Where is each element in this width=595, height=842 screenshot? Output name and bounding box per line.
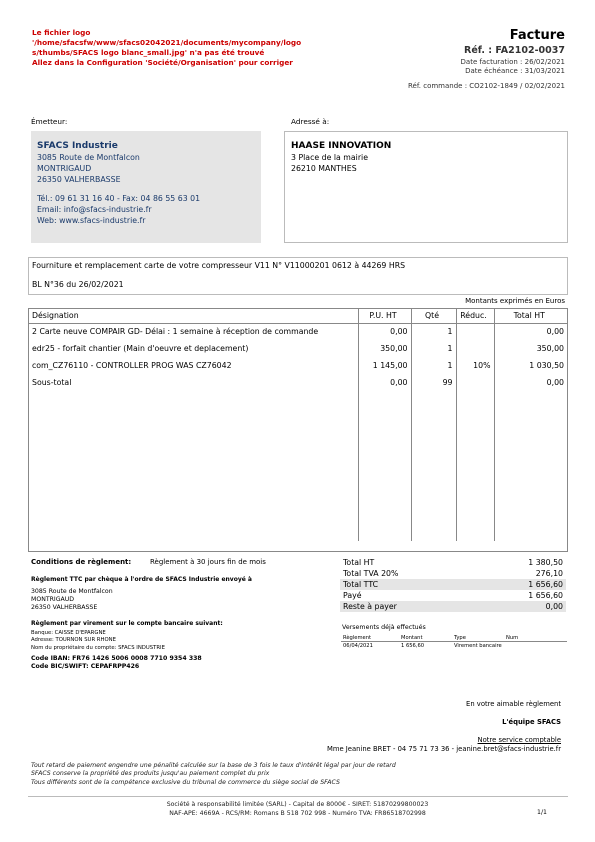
total-row (340, 579, 566, 590)
error-line: Le fichier logo '/home/sfacsfw/www/sfacs02042021/documents/mycompany/logo (32, 28, 302, 47)
emitter-address: 26350 VALHERBASSE (37, 175, 121, 184)
total-row (340, 568, 566, 579)
emitter-box (31, 131, 261, 243)
cell-designation: com_CZ76110 - CONTROLLER PROG WAS CZ76042 (32, 361, 232, 370)
payments-table (341, 635, 567, 651)
cell-total: 0,00 (494, 374, 567, 391)
payments-header-row (341, 635, 567, 642)
emitter-web: Web: www.sfacs-industrie.fr (37, 216, 146, 225)
cell-total: 1 030,50 (494, 357, 567, 374)
conditions-value: Règlement à 30 jours fin de mois (150, 558, 266, 566)
bank-codes (31, 655, 202, 671)
payments-label: Versements déjà effectués (342, 624, 426, 631)
footer-line: Société à responsabilité limitée (SARL) - Capital de 8000€ - SIRET: 51870299800023 (166, 801, 429, 808)
date-facturation: Date facturation : 26/02/2021 (460, 58, 565, 66)
col-pu: P.U. HT (358, 309, 411, 323)
description-box (28, 257, 568, 295)
cell-total: 350,00 (494, 340, 567, 357)
table-header-row (29, 309, 567, 323)
col-reduc: Réduc. (456, 309, 494, 323)
payment-num (506, 642, 566, 651)
invoice-title: Facture (509, 28, 565, 43)
invoice-ref: Réf. : FA2102-0037 (464, 45, 565, 56)
closing-contact: Mme Jeanine BRET - 04 75 71 73 36 - jeanine.bret@sfacs-industrie.fr (326, 745, 561, 753)
address-line: 3085 Route de Montfalcon (31, 588, 113, 595)
logo-error-message (32, 28, 362, 68)
total-row (340, 590, 566, 601)
closing-team: L'équipe SFACS (502, 718, 561, 726)
footer-divider (28, 796, 568, 797)
total-row (340, 557, 566, 568)
emitter-address: MONTRIGAUD (37, 164, 92, 173)
total-label: Total TVA 20% (343, 569, 399, 578)
emitter-phone: Tél.: 09 61 31 16 40 - Fax: 04 86 55 63 01 (37, 194, 201, 203)
table-row (29, 357, 567, 374)
payment-date: 06/04/2021 (343, 643, 373, 649)
currency-note: Montants exprimés en Euros (465, 297, 565, 305)
description-line: Fourniture et remplacement carte de votre compresseur V11 N° V11000201 0612 à 44269 HRS (32, 261, 406, 270)
bank-transfer-label: Règlement par virement sur le compte bancaire suivant: (31, 620, 223, 627)
payment-amount: 1 656,60 (401, 643, 425, 649)
legal-notice (31, 762, 396, 787)
page-footer (0, 800, 595, 818)
cell-pu: 0,00 (358, 323, 411, 340)
bank-owner: Nom du propriétaire du compte: SFACS INDUSTRIE (31, 644, 165, 651)
address-line: 26350 VALHERBASSE (31, 604, 98, 611)
cell-designation: 2 Carte neuve COMPAIR GD- Délai : 1 semaine à réception de commande (32, 327, 319, 337)
cell-pu: 0,00 (358, 374, 411, 391)
description-line: BL N°36 du 26/02/2021 (32, 280, 124, 289)
payments-col-reglement: Règlement (343, 635, 372, 641)
error-line: Allez dans la Configuration 'Société/Organisation' pour corriger (32, 58, 293, 67)
conditions-label: Conditions de règlement: (31, 558, 132, 566)
error-line: s/thumbs/SFACS logo blanc_small.jpg' n'a pas été trouvé (32, 48, 265, 57)
table-filler-row (29, 391, 567, 541)
iban: Code IBAN: FR76 1426 5006 0008 7710 9354 338 (31, 655, 202, 662)
recipient-box (284, 131, 568, 243)
cell-pu: 350,00 (358, 340, 411, 357)
col-designation: Désignation (29, 309, 358, 323)
total-value: 0,00 (545, 602, 563, 611)
recipient-label: Adressé à: (291, 117, 330, 126)
legal-line: Tout retard de paiement engendre une pénalité calculée sur la base de 3 fois le taux d'intérêt légal par jour de retard (31, 762, 396, 769)
cell-reduc (456, 323, 494, 340)
cell-total: 0,00 (494, 323, 567, 340)
cell-reduc (456, 340, 494, 357)
cell-qte: 1 (411, 323, 456, 340)
ttc-payment-address (31, 588, 113, 612)
cell-designation: Sous-total (32, 378, 72, 387)
cell-qte: 99 (411, 374, 456, 391)
total-label: Payé (343, 591, 362, 600)
bank-name: Banque: CAISSE D'EPARGNE (31, 630, 106, 636)
date-echeance: Date échéance : 31/03/2021 (465, 67, 565, 75)
ref-commande: Réf. commande : CO2102-1849 / 02/02/2021 (407, 82, 565, 90)
emitter-label: Émetteur: (31, 117, 68, 126)
footer-line: NAF-APE: 4669A - RCS/RM: Romans B 518 702 998 - Numéro TVA: FR86518702998 (169, 810, 426, 817)
page-number: 1/1 (537, 809, 547, 816)
address-line: MONTRIGAUD (31, 596, 75, 603)
cell-pu: 1 145,00 (358, 357, 411, 374)
cell-qte: 1 (411, 357, 456, 374)
payments-col-type: Type (454, 635, 466, 641)
total-label: Total HT (343, 558, 375, 567)
bank-address: Adresse: TOURNON SUR RHONE (31, 637, 116, 644)
legal-line: Tous différents sont de la compétence exclusive du tribunal de commerce du siège social de SFACS (31, 778, 340, 786)
col-qte: Qté (411, 309, 456, 323)
bank-details (31, 630, 165, 652)
emitter-address: 3085 Route de Montfalcon (37, 153, 140, 162)
total-label: Reste à payer (343, 602, 397, 611)
cell-reduc (456, 374, 494, 391)
bic: Code BIC/SWIFT: CEPAFRPP426 (31, 663, 140, 670)
col-total: Total HT (494, 309, 567, 323)
total-value: 1 656,60 (528, 591, 563, 600)
payments-col-num: Num (506, 635, 519, 641)
table-row (29, 323, 567, 340)
total-value: 1 380,50 (528, 558, 563, 567)
payments-col-montant: Montant (401, 635, 423, 641)
invoice-header (408, 28, 565, 91)
closing-greeting: En votre aimable règlement (466, 700, 561, 708)
emitter-name: SFACS Industrie (37, 141, 118, 151)
total-value: 1 656,60 (528, 580, 563, 589)
invoice-lines-table (28, 308, 568, 552)
total-value: 276,10 (535, 569, 563, 578)
payments-row (341, 642, 567, 651)
legal-line: SFACS conserve la propriété des produits jusqu'au paiement complet du prix (31, 770, 270, 778)
recipient-name: HAASE INNOVATION (291, 141, 392, 151)
closing-service: Notre service comptable (477, 736, 561, 744)
total-row (340, 601, 566, 612)
recipient-address: 3 Place de la mairie (291, 153, 369, 162)
cell-reduc: 10% (456, 357, 494, 374)
cell-designation: edr25 - forfait chantier (Main d'oeuvre et deplacement) (32, 344, 249, 353)
ttc-payment-label: Règlement TTC par chèque à l'ordre de SFACS Industrie envoyé à (31, 576, 252, 583)
emitter-email: Email: info@sfacs-industrie.fr (37, 205, 152, 214)
total-label: Total TTC (343, 580, 379, 589)
recipient-address: 26210 MANTHES (291, 164, 357, 173)
table-row (29, 340, 567, 357)
payment-type: Virement bancaire (454, 643, 502, 649)
table-row (29, 374, 567, 391)
cell-qte: 1 (411, 340, 456, 357)
totals-block (340, 557, 566, 612)
